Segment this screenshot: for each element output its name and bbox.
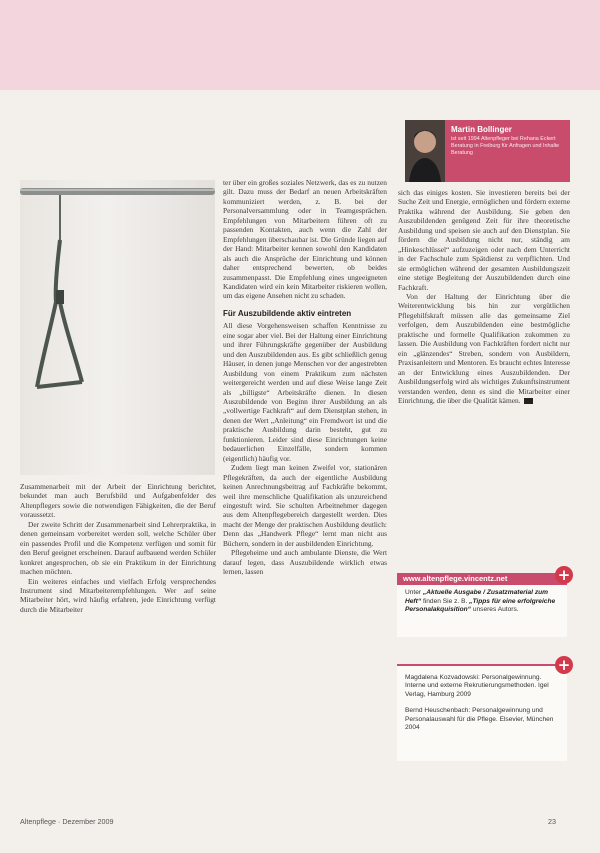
link-prefix: Unter bbox=[405, 589, 422, 596]
literature-list bbox=[405, 674, 560, 740]
plus-icon: + bbox=[555, 656, 573, 674]
author-photo bbox=[405, 120, 445, 182]
author-description: ist seit 1994 Altenpfleger bei Rehana Eckert Beratung in Freiburg für Anfragen und Inhalte Beratung bbox=[451, 136, 560, 157]
link-item-1: „Aktuelle Ausgabe / Zusatzmaterial zum Heft“ bbox=[405, 589, 549, 605]
author-box bbox=[405, 120, 570, 182]
article-photo bbox=[20, 180, 215, 475]
plus-icon: + bbox=[555, 566, 573, 584]
author-name: Martin Bollinger bbox=[451, 125, 512, 134]
subheading: Für Auszubildende aktiv eintreten bbox=[223, 308, 352, 318]
paragraph: Ein weiteres einfaches und vielfach Erfolg versprechendes Instrument sind Mitarbeiterempfehlungen. Wer auf seine Mitarbeiter hört, wird häufig erfahren, jede Einrichtung verfügt durch die Mitarbeiter bbox=[20, 576, 216, 614]
link-item-2: „Tipps für eine erfolgreiche Personalakquisition“ bbox=[405, 597, 556, 614]
article-column-2 bbox=[223, 178, 387, 577]
paragraph: Zudem liegt man keinen Zweifel vor, stationären Pflegekräften, da auch der eigentliche Ausbildung keinen Anrechnungsbeitrag auf Fachkräfte bekommt, weil ihre menschliche Qualifikation als unzureichend eingestuft wird. Sie schulten Arbeitnehmer dagegen aus dem Altenpflegebereich dargestellt werden. Dies macht der Menge der praktischen Ausbildung deutlich: Denn das „Handwerk Pflege“ lernt man nicht aus Büchern, sondern in der ausbildenden Einrichtung. bbox=[223, 463, 387, 548]
link-middle: finden Sie z. B. bbox=[422, 597, 468, 605]
link-url[interactable]: www.altenpflege.vincentz.net bbox=[397, 573, 567, 585]
online-link-box bbox=[397, 573, 567, 637]
paragraph: Der zweite Schritt der Zusammenarbeit sind Lehrerpraktika, in denen gemeinsam vorbereitet werden soll, welche Schüler über ein passendes Profil und die Kompetenz verfügen und somit für den Beruf geeignet erscheinen. Darauf aufbauend werden Schüler konkret angesprochen, ob sie ein Praktikum in der Einrichtung machen möchten. bbox=[20, 519, 216, 577]
paragraph: All diese Vorgehensweisen schaffen Kenntnisse zu eine sogar aber viel. Bei der Haltung einer Einrichtung und ihrer Führungskräfte gegenüber der Ausbildung und den Auszubildenden aus. Es gibt schließlich genug Häuser, in denen junge Menschen vor der angestrebten Ausbildung von einem Praktikum zum nächsten weitergereicht werden und auf diese Weise lange Zeit als „billigste“ Arbeitskräfte dienen. In diesen Auszubildende von Beginn ihrer Ausbildung an als „vollwertige Fachkraft“ auf dem Dienstplan stehen, in denen der Wert „Anleitung“ ein Fremdwort ist und die praktische Ausbildung darin besteht, gut zu funktionieren. Leider sind diese Einrichtungen keine bedauerlichen Einzelfälle, sondern kommen (eigentlich) häufig vor. bbox=[223, 321, 387, 463]
article-column-1 bbox=[20, 482, 216, 614]
paragraph: ter über ein großes soziales Netzwerk, das es zu nutzen gilt. Dazu muss der Bedarf an neuen Arbeitskräften kommuniziert werden, z. B. bei der Personalversammlung oder in Teamgesprächen. Empfehlungen von Mitarbeitern führen oft zu passenden Kontakten, auch wenn die Zahl der Empfehlungen überschaubar ist. Die Gründe liegen auf der Hand: Mitarbeiter kennen sowohl den Kandidaten als auch die Ansprüche der Einrichtung und können daher entsprechend bewerten, ob beides zusammenpasst. Die Empfehlung eines ungeeigneten Kandidaten wird ein kein Mitarbeiter riskieren wollen, um das eigene Ansehen nicht zu schaden. bbox=[223, 178, 387, 301]
header-band bbox=[0, 0, 600, 90]
page-number: 23 bbox=[548, 817, 556, 826]
literature-item: Bernd Heuschenbach: Personalgewinnung und Personalauswahl für die Pflege. Elsevier, München 2004 bbox=[405, 707, 554, 732]
paragraph: Pflegeheime und auch ambulante Dienste, die Wert darauf legen, dass Auszubildende wirklich etwas lernen, lassen bbox=[223, 548, 387, 577]
link-description bbox=[405, 589, 563, 615]
end-mark bbox=[524, 398, 533, 404]
literature-box bbox=[397, 664, 567, 761]
article-column-3 bbox=[398, 188, 570, 405]
paragraph: Zusammenarbeit mit der Arbeit der Einrichtung berichtet, bekundet man auch Berufsbild und Aufgabenfelder des Altenpflegers sowie die notwendigen Fähigkeiten, die der Beruf voraussetzt. bbox=[20, 482, 216, 520]
literature-item: Magdalena Kozvadowski: Personalgewinnung. Interne und externe Rekrutierungsmethoden. Igel Verlag, Hamburg 2009 bbox=[405, 674, 549, 698]
paragraph: sich das einiges kosten. Sie investieren bereits bei der Suche Zeit und Energie, ermöglichen und fördern externe Praktika während der Ausbildung. Sie geben den Auszubildenden genügend Zeit für ihre theoretische Ausbildung und speisen sie auch auf den Dienstplan. Sie fördern die Ausbildung nicht nur, ständig am „Hinkeschlüssel“ aufzuzeigen oder nach dem Unterricht in der Fachschule zum Spätdienst zu verpflichten. Und sie ermöglichen während der gesamten Ausbildungszeit eine stetige Begleitung der Auszubildenden durch eine Fachkraft. bbox=[398, 188, 570, 292]
link-suffix: unseres Autors. bbox=[472, 606, 519, 614]
footer-publication: Altenpflege · Dezember 2009 bbox=[20, 817, 114, 826]
paragraph: Von der Haltung der Einrichtung über die Weiterentwicklung bis hin zur vergütlichen Pflegehilfskraft müssen alle das gemeinsame Ziel verfolgen, dem Auszubildenden eine bestmögliche praktische und formelle Qualifikation zukommen zu lassen. Die Ausbildung von Fachkräften fordert nicht nur ein „glänzendes“ Streben, sondern von Ausbildern, Praxisanleitern und Mentoren. Es braucht echtes Interesse an der Entwicklung eines Auszubildenden. Der Ausbildungserfolg wird als wichtiges Zukunftsinstrument verstanden werden, denn es sind die Mitarbeiter einer Einrichtung, die über die Qualität kämen. bbox=[398, 291, 570, 405]
